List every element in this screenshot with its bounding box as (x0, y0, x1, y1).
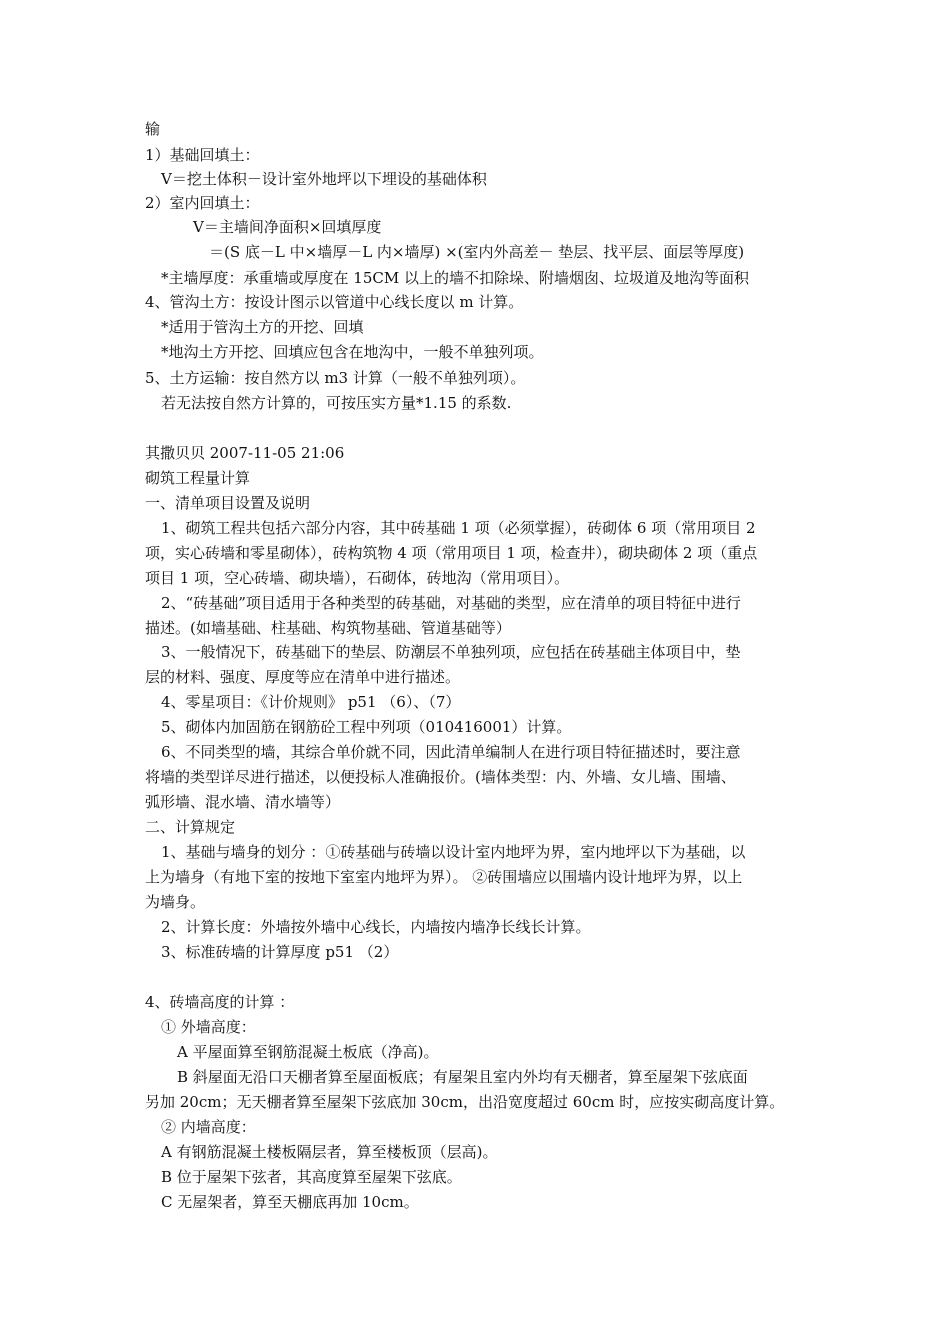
text-line: 4、砖墙高度的计算 ： (145, 993, 295, 1011)
text-line: A 有钢筋混凝土楼板隔层者，算至楼板顶（层高)。 (161, 1143, 498, 1161)
text-line: 6、不同类型的墙，其综合单价就不同，因此清单编制人在进行项目特征描述时，要注意 (161, 743, 741, 761)
text-line: 5、土方运输：按自然方以 m3 计算（一般不单独列项）。 (145, 369, 526, 387)
text-line: B 位于屋架下弦者，其高度算至屋架下弦底。 (161, 1168, 462, 1186)
text-line: 另加 20cm；无天棚者算至屋架下弦底加 30cm，出沿宽度超过 60cm 时，应按实砌高度计算。 (145, 1093, 785, 1111)
text-line: ＝(S 底－L 中×墙厚－L 内×墙厚) ×(室内外高差－ 垫层、找平层、面层等厚度) (209, 243, 745, 261)
text-line: 输 (145, 120, 161, 138)
text-line: 3、标准砖墙的计算厚度 p51 （2） (161, 943, 399, 961)
text-line: 项目 1 项，空心砖墙、砌块墙），石砌体，砖地沟（常用项目）。 (145, 569, 570, 587)
text-line: V＝主墙间净面积×回填厚度 (193, 218, 382, 236)
text-line: 4、管沟土方：按设计图示以管道中心线长度以 m 计算。 (145, 293, 524, 311)
text-line: A 平屋面算至钢筋混凝土板底（净高)。 (177, 1043, 439, 1061)
text-line: 若无法按自然方计算的，可按压实方量*1.15 的系数. (161, 394, 512, 412)
text-line: 层的材料、强度、厚度等应在清单中进行描述。 (145, 668, 461, 686)
section-heading: 二、计算规定 (145, 818, 236, 836)
text-line: V＝挖土体积－设计室外地坪以下埋设的基础体积 (161, 170, 487, 188)
text-line: 1、砌筑工程共包括六部分内容，其中砖基础 1 项（必须掌握），砖砌体 6 项（常用项目 2 (161, 519, 756, 537)
text-line: *适用于管沟土方的开挖、回填 (161, 318, 364, 336)
text-line: 上为墙身（有地下室的按地下室室内地坪为界）。 ②砖围墙应以围墙内设计地坪为界，以上 (145, 868, 743, 886)
text-line: 2）室内回填土： (145, 194, 260, 212)
text-line: 4、零星项目：《计价规则》 p51 （6）、（7） (161, 693, 461, 711)
text-line: *地沟土方开挖、回填应包含在地沟中，一般不单独列项。 (161, 343, 544, 361)
text-line: 将墙的类型详尽进行描述，以便投标人准确报价。(墙体类型：内、外墙、女儿墙、围墙、 (145, 768, 736, 786)
text-line: 为墙身。 (145, 893, 206, 911)
text-line: 2、“砖基础”项目适用于各种类型的砖基础，对基础的类型，应在清单的项目特征中进行 (161, 594, 741, 612)
text-line: 项，实心砖墙和零星砌体），砖构筑物 4 项（常用项目 1 项，检查井），砌块砌体 2 项（重点 (145, 544, 758, 562)
text-line: 弧形墙、混水墙、清水墙等） (145, 793, 341, 811)
text-line: 1）基础回填土： (145, 146, 260, 164)
text-line: *主墙厚度：承重墙或厚度在 15CM 以上的墙不扣除垛、附墙烟囱、垃圾道及地沟等面积 (161, 269, 749, 287)
section-title: 砌筑工程量计算 (145, 469, 251, 487)
text-line: 2、计算长度：外墙按外墙中心线长，内墙按内墙净长线长计算。 (161, 918, 591, 936)
post-author-date: 其撒贝贝 2007-11-05 21:06 (145, 444, 345, 462)
text-line: 描述。(如墙基础、柱基础、构筑物基础、管道基础等） (145, 619, 511, 637)
text-line: C 无屋架者，算至天棚底再加 10cm。 (161, 1193, 419, 1211)
text-line: ① 外墙高度： (161, 1018, 256, 1036)
text-line: 1、基础与墙身的划分 ：①砖基础与砖墙以设计室内地坪为界，室内地坪以下为基础，以 (161, 843, 746, 861)
section-heading: 一、清单项目设置及说明 (145, 494, 311, 512)
text-line: 3、一般情况下，砖基础下的垫层、防潮层不单独列项，应包括在砖基础主体项目中，垫 (161, 643, 741, 661)
text-line: ② 内墙高度： (161, 1118, 256, 1136)
text-line: B 斜屋面无沿口天棚者算至屋面板底；有屋架且室内外均有天棚者，算至屋架下弦底面 (177, 1068, 748, 1086)
text-line: 5、砌体内加固筋在钢筋砼工程中列项（010416001）计算。 (161, 718, 572, 736)
